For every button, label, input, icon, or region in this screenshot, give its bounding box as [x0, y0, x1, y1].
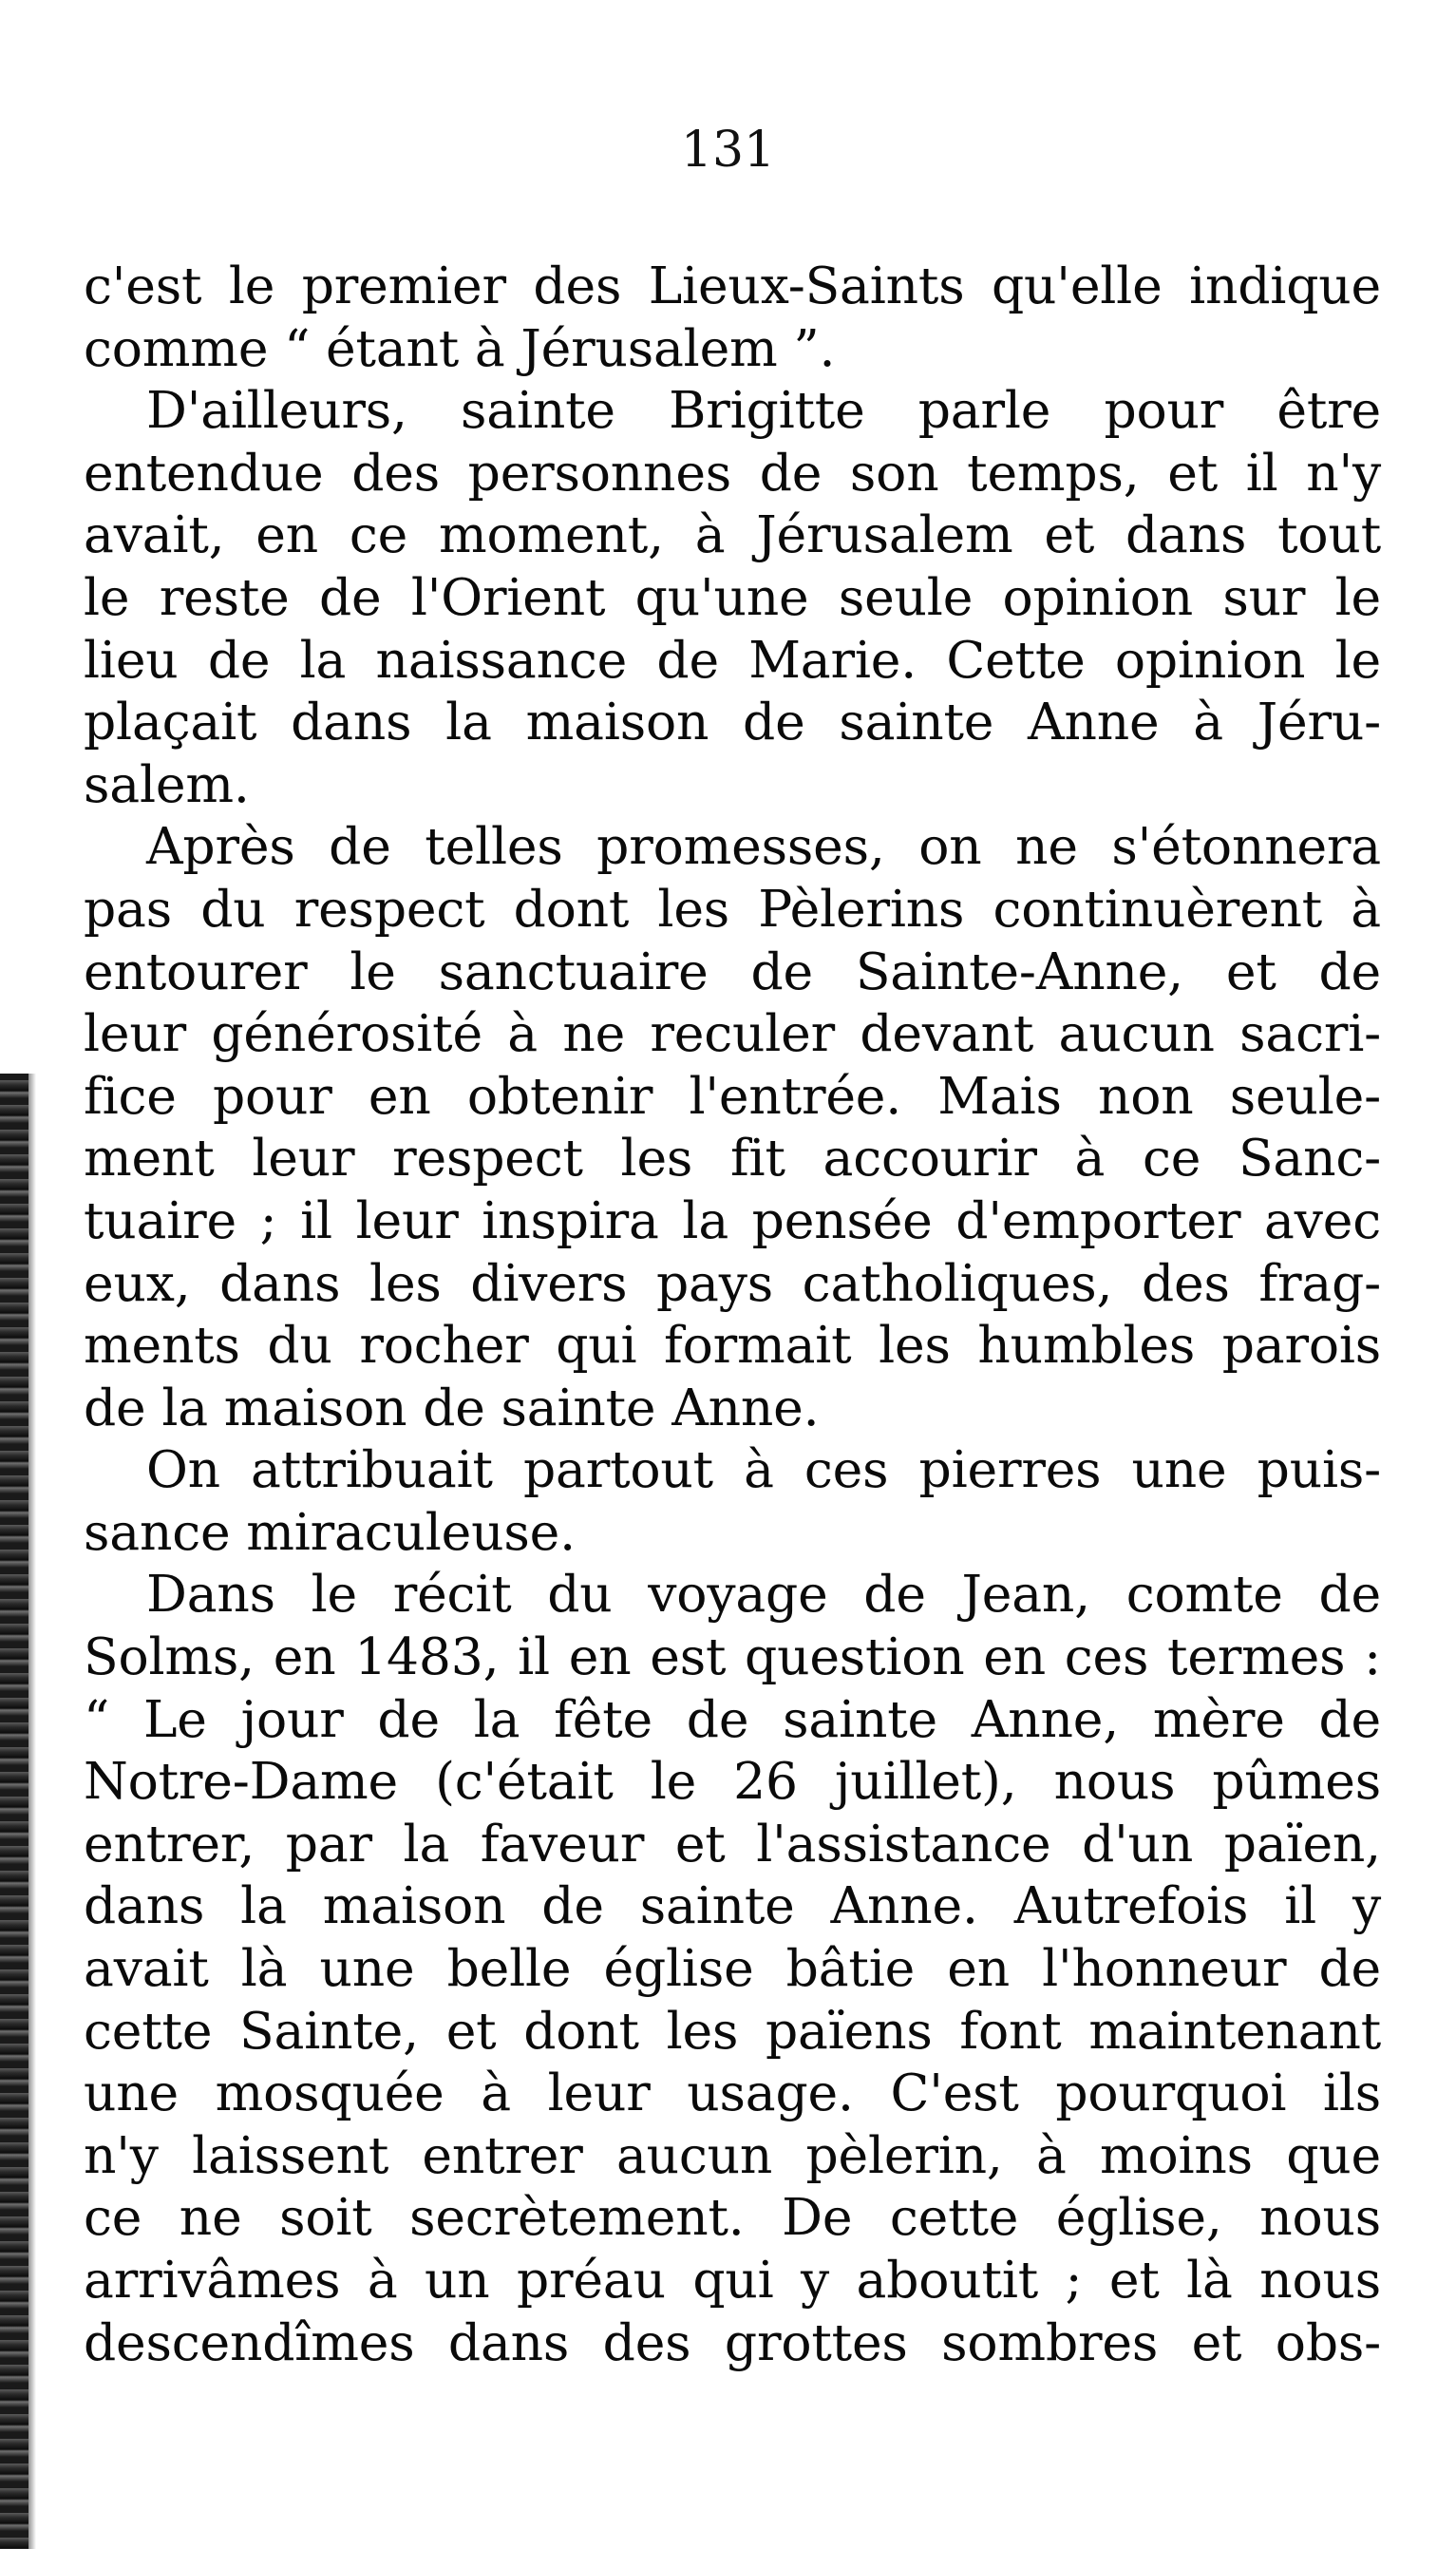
text-line: entrer, par la faveur et l'assistance d'un païen,: [84, 1813, 1381, 1874]
text-line: entourer le sanctuaire de Sainte-Anne, et de: [84, 941, 1381, 1001]
text-line: descendîmes dans des grottes sombres et obs-: [84, 2311, 1381, 2372]
text-line: sance miraculeuse.: [84, 1501, 576, 1562]
text-line: Notre-Dame (c'était le 26 juillet), nous pûmes: [84, 1751, 1381, 1812]
body-text: [84, 255, 1381, 2373]
text-line: pas du respect dont les Pèlerins continuèrent à: [84, 878, 1381, 939]
text-line: n'y laissent entrer aucun pèlerin, à moins que: [84, 2124, 1381, 2185]
page-number: 131: [680, 122, 776, 179]
text-line: arrivâmes à un préau qui y aboutit ; et là nous: [84, 2250, 1381, 2310]
text-line: cette Sainte, et dont les païens font maintenant: [84, 2000, 1381, 2061]
text-line: “ Le jour de la fête de sainte Anne, mère de: [84, 1688, 1381, 1749]
text-line: ce ne soit secrètement. De cette église, nous: [84, 2187, 1381, 2248]
text-line: avait, en ce moment, à Jérusalem et dans tout: [84, 504, 1381, 565]
text-line: le reste de l'Orient qu'une seule opinion sur le: [84, 566, 1381, 627]
text-line: une mosquée à leur usage. C'est pourquoi ils: [84, 2063, 1381, 2123]
text-line: Après de telles promesses, on ne s'étonnera: [146, 816, 1381, 877]
text-line: de la maison de sainte Anne.: [84, 1377, 820, 1437]
text-line: salem.: [84, 753, 250, 814]
text-line: c'est le premier des Lieux-Saints qu'elle indique: [84, 256, 1381, 315]
text-line: lieu de la naissance de Marie. Cette opinion le: [84, 629, 1381, 690]
text-line: entendue des personnes de son temps, et il n'y: [84, 442, 1381, 503]
text-line: comme “ étant à Jérusalem ”.: [84, 317, 836, 378]
text-line: D'ailleurs, sainte Brigitte parle pour être: [146, 380, 1381, 441]
text-line: dans la maison de sainte Anne. Autrefois il y: [84, 1875, 1381, 1936]
text-line: On attribuait partout à ces pierres une puis-: [146, 1439, 1381, 1500]
text-line: fice pour en obtenir l'entrée. Mais non seule-: [84, 1065, 1381, 1126]
text-line: avait là une belle église bâtie en l'honneur de: [84, 1938, 1381, 1999]
binding-edge: [0, 1074, 28, 2549]
binding-edge-shadow: [28, 1074, 36, 2549]
text-line: ment leur respect les fit accourir à ce Sanc-: [84, 1128, 1381, 1189]
text-line: Solms, en 1483, il en est question en ces termes :: [84, 1626, 1381, 1687]
text-line: plaçait dans la maison de sainte Anne à Jéru-: [84, 692, 1381, 752]
text-line: leur générosité à ne reculer devant aucun sacri-: [84, 1003, 1381, 1064]
text-line: ments du rocher qui formait les humbles parois: [84, 1315, 1381, 1376]
text-line: eux, dans les divers pays catholiques, des frag-: [84, 1252, 1381, 1313]
text-line: tuaire ; il leur inspira la pensée d'emporter avec: [84, 1189, 1381, 1250]
text-line: Dans le récit du voyage de Jean, comte de: [146, 1564, 1381, 1625]
